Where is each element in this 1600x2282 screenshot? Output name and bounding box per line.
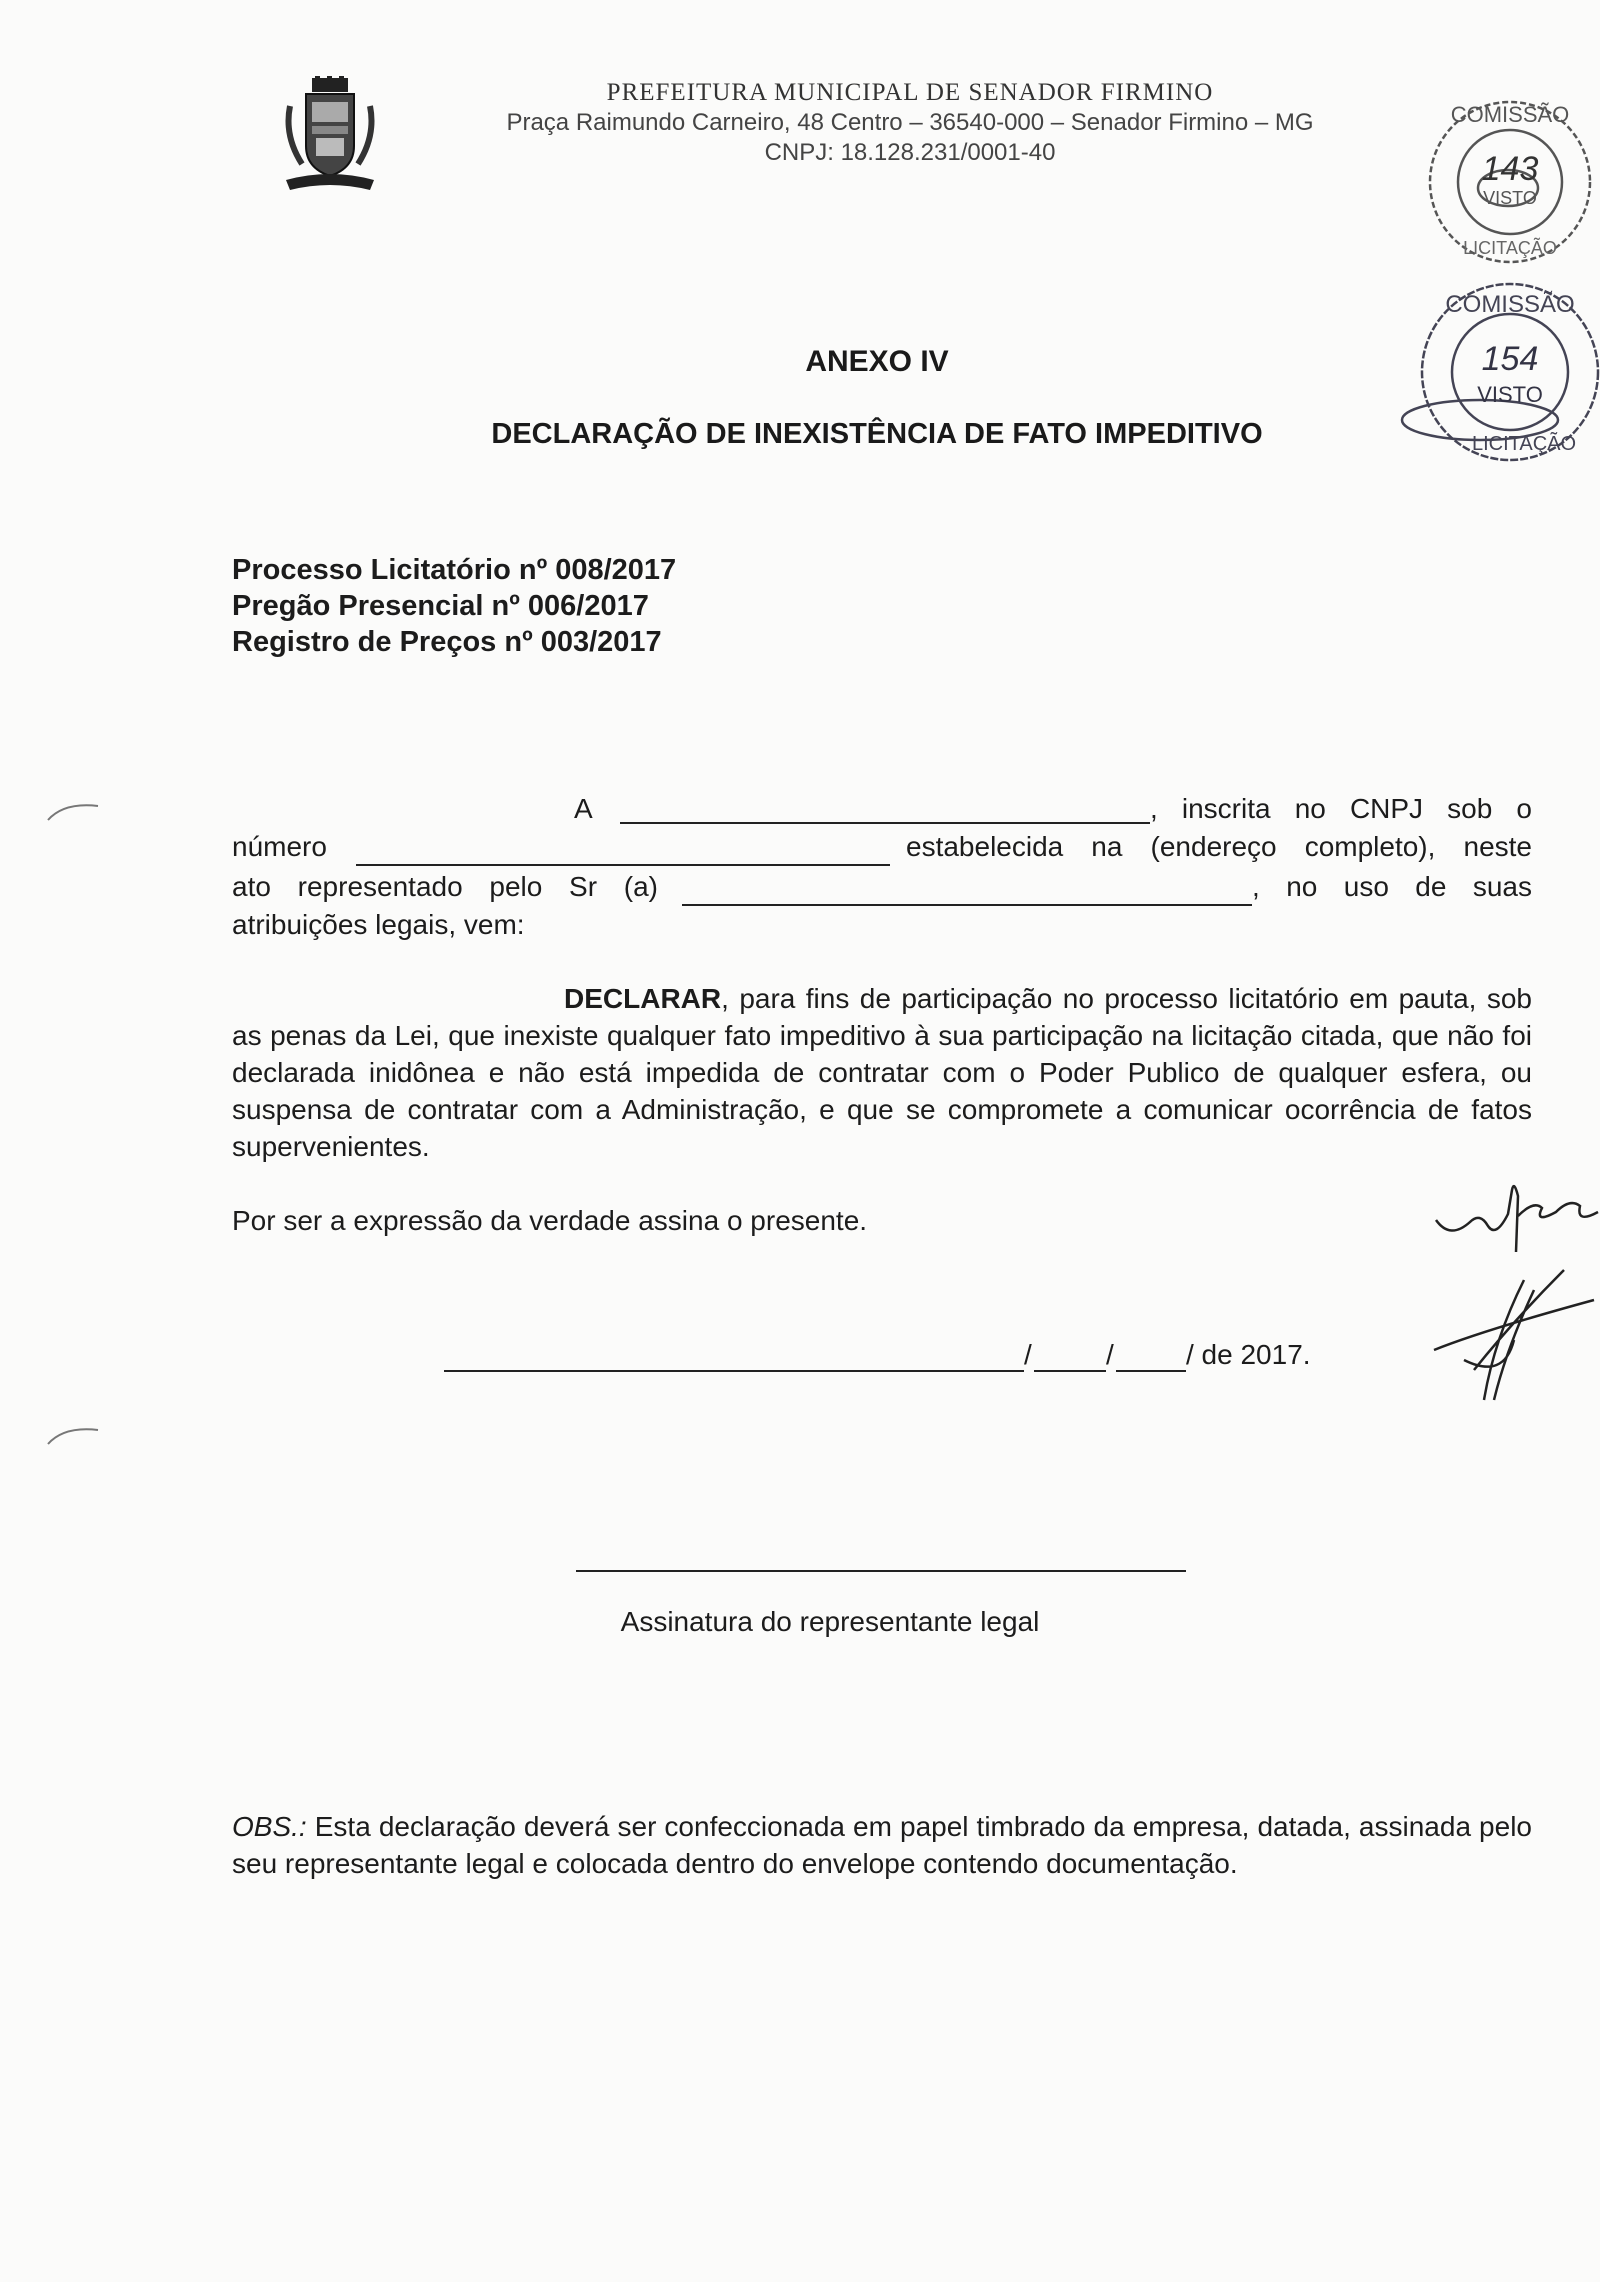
commission-stamp-1: [1412, 92, 1598, 272]
registro-precos: Registro de Preços nº 003/2017: [232, 626, 662, 658]
obs-text: Esta declaração deverá ser confeccionada em papel timbrado da empresa, datada, assinada pelo seu representante legal e colocada dentro do envelope contendo documentação.: [232, 1811, 1532, 1879]
handwritten-initials: [1430, 1160, 1600, 1260]
stamp2-number: 154: [1481, 340, 1539, 378]
obs-label: OBS.:: [232, 1811, 307, 1842]
stamp2-top: COMISSÃO: [1445, 291, 1575, 318]
declarar-text: , para fins de participação no processo licitatório em pauta, sob as penas da Lei, que inexiste qualquer fato impeditivo à sua participação na licitação citada, que não foi declarada inidônea e não está impedida de contratar com o Poder Publico de qualquer esfera, ou suspensa de contratar com a Administração, e que se compromete a comunicar ocorrência de fatos supervenientes.: [232, 983, 1532, 1162]
date-slash-1: /: [1024, 1339, 1032, 1370]
stamp2-mid: VISTO: [1477, 382, 1543, 407]
observation-note: [232, 1808, 1532, 1882]
label-uso: , no uso de suas: [1252, 871, 1532, 902]
label-a: A: [574, 793, 593, 824]
municipality-address: Praça Raimundo Carneiro, 48 Centro – 36540-000 – Senador Firmino – MG: [506, 109, 1314, 136]
label-inscrita: , inscrita no CNPJ sob o: [1150, 793, 1532, 824]
cnpj-number-blank[interactable]: [356, 864, 890, 866]
scan-mark: [44, 1420, 104, 1450]
stamp2-bottom: LICITAÇÃO: [1471, 433, 1577, 455]
date-slash-2: /: [1106, 1339, 1114, 1370]
municipality-name: PREFEITURA MUNICIPAL DE SENADOR FIRMINO: [606, 79, 1214, 106]
label-atribuicoes: atribuições legais, vem:: [232, 909, 525, 940]
signature-caption: Assinatura do representante legal: [620, 1606, 1040, 1637]
label-numero: número: [232, 831, 327, 862]
letterhead: [400, 78, 1420, 168]
declaration-paragraph: [232, 980, 1532, 1165]
municipality-cnpj: CNPJ: 18.128.231/0001-40: [764, 139, 1056, 166]
signature-line[interactable]: [576, 1570, 1186, 1572]
label-estabelecida: estabelecida na (endereço completo), neste: [906, 831, 1532, 862]
date-year: / de 2017.: [1186, 1339, 1311, 1370]
municipal-coat-of-arms-logo: [282, 76, 378, 194]
declaration-title: DECLARAÇÃO DE INEXISTÊNCIA DE FATO IMPEDITIVO: [491, 418, 1263, 450]
month-blank[interactable]: [1116, 1370, 1186, 1372]
stamp1-bottom: LICITAÇÃO: [1463, 238, 1557, 258]
stamp1-number: 143: [1481, 150, 1539, 188]
company-name-blank[interactable]: [620, 822, 1150, 824]
declarar-keyword: DECLARAR: [564, 983, 722, 1014]
annex-title: ANEXO IV: [805, 345, 949, 378]
day-blank[interactable]: [1034, 1370, 1106, 1372]
label-representado: ato representado pelo Sr (a): [232, 871, 658, 902]
stamp1-top: COMISSÃO: [1450, 102, 1570, 127]
location-blank[interactable]: [444, 1370, 1024, 1372]
stamp1-mid: VISTO: [1483, 188, 1537, 208]
process-references: [232, 552, 676, 660]
scan-mark: [44, 796, 104, 826]
representative-name-blank[interactable]: [682, 904, 1252, 906]
handwritten-signature: [1424, 1260, 1600, 1420]
closing-statement: Por ser a expressão da verdade assina o presente.: [232, 1205, 868, 1236]
processo-licitatorio: Processo Licitatório nº 008/2017: [232, 554, 677, 586]
pregao-presencial: Pregão Presencial nº 006/2017: [232, 590, 649, 622]
